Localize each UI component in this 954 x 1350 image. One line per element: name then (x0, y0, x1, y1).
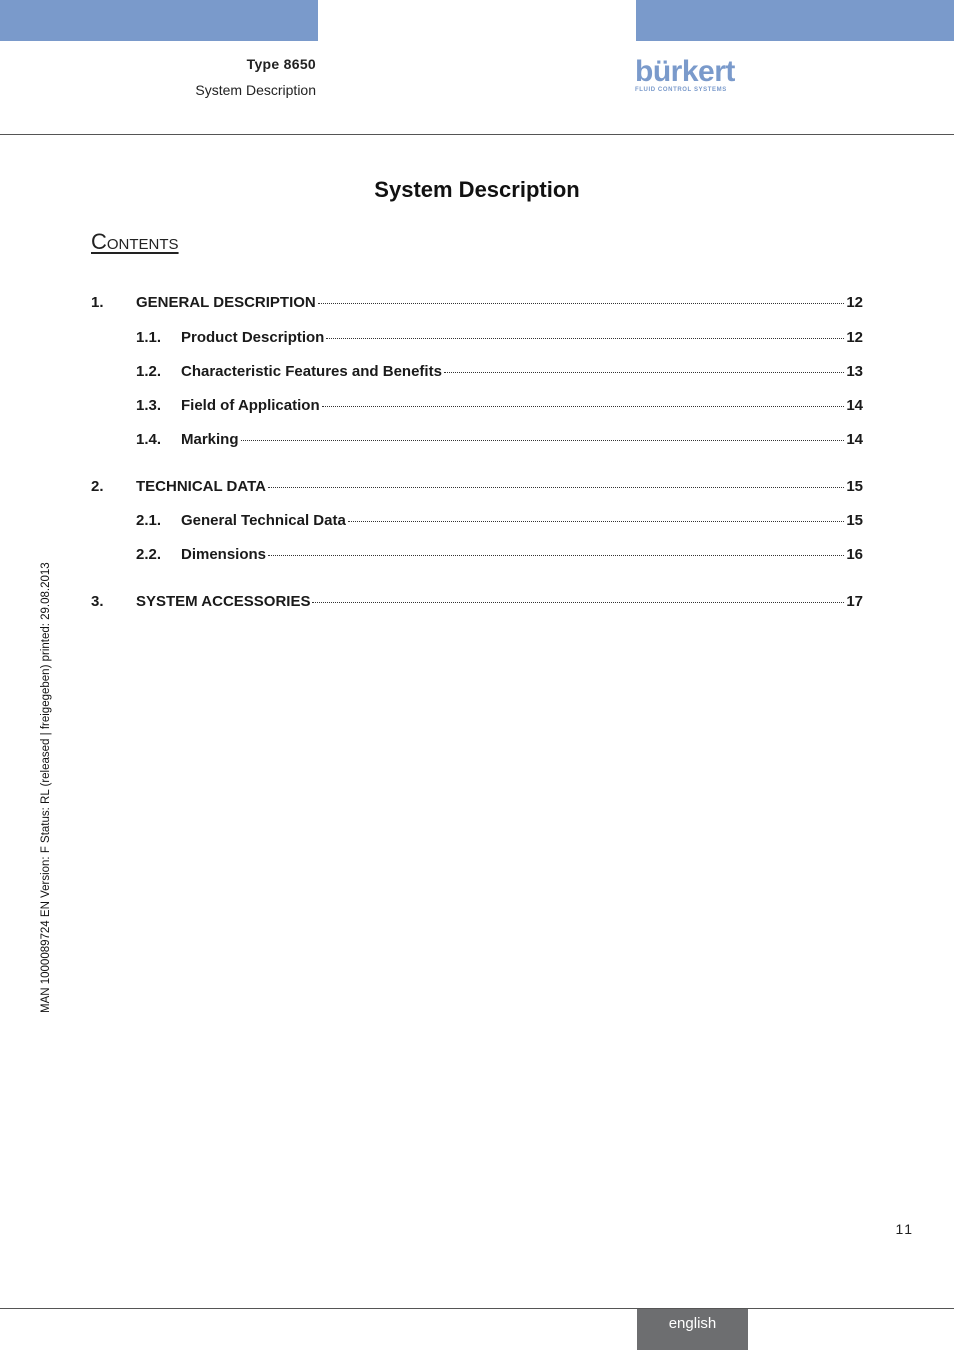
toc-entry[interactable] (91, 329, 863, 346)
page-number: 11 (895, 1221, 914, 1237)
footer-divider (0, 1308, 954, 1309)
toc-title: Characteristic Features and Benefits (181, 363, 442, 380)
toc-leader (312, 602, 844, 603)
toc-title: TECHNICAL DATA (136, 478, 266, 495)
toc-title: Field of Application (181, 397, 320, 414)
toc-page: 14 (846, 397, 863, 414)
toc-number: 1.2. (136, 363, 162, 380)
toc-number: 1.3. (136, 397, 162, 414)
toc-entry[interactable] (91, 546, 863, 563)
document-type: Type 8650 (246, 56, 316, 72)
toc-title: Marking (181, 431, 239, 448)
toc-page: 12 (846, 329, 863, 346)
toc-number: 2. (91, 478, 104, 495)
header-accent-bar-left (0, 0, 318, 41)
toc-leader (318, 303, 845, 304)
burkert-logo (635, 55, 735, 93)
toc-page: 16 (846, 546, 863, 563)
page-title: System Description (374, 177, 580, 202)
toc-entry[interactable] (91, 512, 863, 529)
toc-leader (348, 521, 845, 522)
toc-leader (444, 372, 844, 373)
toc-entry[interactable] (91, 431, 863, 448)
contents-heading: Contents (91, 229, 179, 254)
toc-leader (326, 338, 844, 339)
toc-number: 1. (91, 294, 104, 311)
toc-title: SYSTEM ACCESSORIES (136, 593, 311, 610)
toc-entry[interactable] (91, 397, 863, 414)
toc-leader (322, 406, 845, 407)
logo-wordmark: bürkert (635, 55, 735, 88)
toc-number: 1.1. (136, 329, 162, 346)
language-tab: english (637, 1309, 748, 1350)
document-section: System Description (195, 82, 316, 98)
toc-entry[interactable] (91, 478, 863, 495)
toc-page: 12 (846, 294, 863, 311)
toc-number: 1.4. (136, 431, 162, 448)
toc-entry[interactable] (91, 294, 863, 311)
toc-page: 14 (846, 431, 863, 448)
toc-leader (268, 555, 844, 556)
toc-page: 17 (846, 593, 863, 610)
toc-title: Product Description (181, 329, 325, 346)
toc-title: GENERAL DESCRIPTION (136, 294, 316, 311)
header-divider (0, 134, 954, 135)
toc-page: 15 (846, 478, 863, 495)
toc-leader (241, 440, 845, 441)
document-version-note: MAN 1000089724 EN Version: F Status: RL (released | freigegeben) printed: 29.08.2013 (40, 562, 52, 1013)
toc-title: Dimensions (181, 546, 267, 563)
toc-title: General Technical Data (181, 512, 346, 529)
toc-entry[interactable] (91, 363, 863, 380)
toc-number: 2.2. (136, 546, 162, 563)
toc-page: 15 (846, 512, 863, 529)
toc-leader (268, 487, 844, 488)
toc-entry[interactable] (91, 593, 863, 610)
toc-page: 13 (846, 363, 863, 380)
toc-number: 2.1. (136, 512, 162, 529)
logo-tagline: FLUID CONTROL SYSTEMS (635, 87, 727, 93)
header-accent-bar-right (636, 0, 954, 41)
toc-number: 3. (91, 593, 104, 610)
